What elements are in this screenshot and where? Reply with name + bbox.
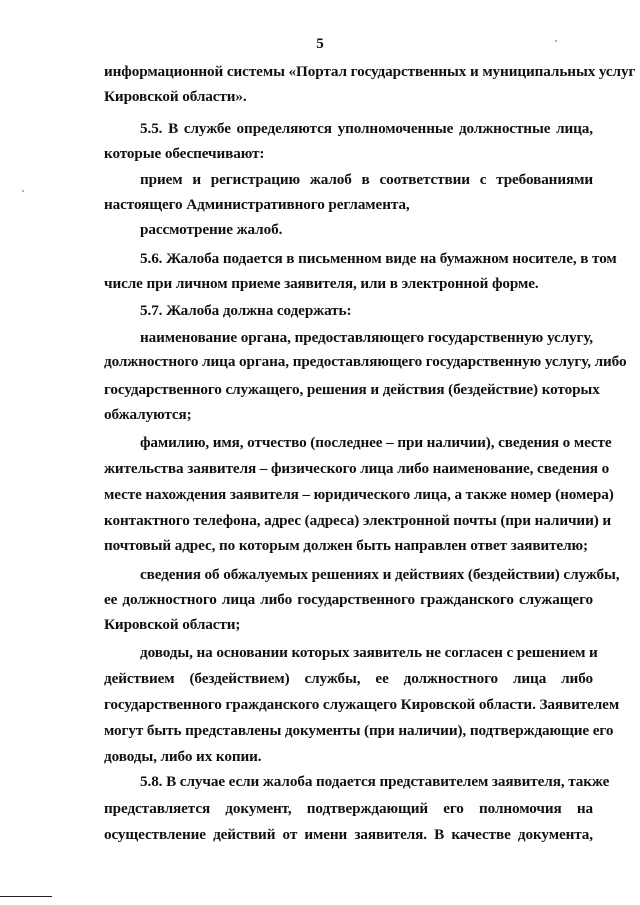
text-line: месте нахождения заявителя – юридического лица, а также номер (номера) <box>104 486 614 503</box>
text-line: могут быть представлены документы (при наличии), подтверждающие его <box>104 722 614 739</box>
text-line: доводы, на основании которых заявитель не согласен с решением и <box>140 644 598 661</box>
text-line: сведения об обжалуемых решениях и действиях (бездействии) службы, <box>140 566 620 583</box>
text-line: государственного гражданского служащего Кировской области. Заявителем <box>104 696 620 713</box>
text-line: должностного лица органа, предоставляющего государственную услугу, либо <box>104 353 627 370</box>
text-line: почтовый адрес, по которым должен быть направлен ответ заявителю; <box>104 537 588 554</box>
text-line: наименование органа, предоставляющего государственную услугу, <box>140 329 593 346</box>
text-line: рассмотрение жалоб. <box>140 221 283 238</box>
text-line: прием и регистрацию жалоб в соответствии с требованиями <box>140 171 593 188</box>
text-line: осуществление действий от имени заявителя. В качестве документа, <box>104 826 593 843</box>
scan-speck <box>555 40 557 42</box>
text-line: Кировской области; <box>104 616 241 633</box>
page-number: 5 <box>316 36 324 52</box>
text-line: числе при личном приеме заявителя, или в электронной форме. <box>104 275 539 292</box>
text-line: ее должностного лица либо государственного гражданского служащего <box>104 591 593 608</box>
text-line: 5.8. В случае если жалоба подается представителем заявителя, также <box>140 773 610 790</box>
text-line: жительства заявителя – физического лица либо наименование, сведения о <box>104 460 610 477</box>
text-line: государственного служащего, решения и действия (бездействие) которых <box>104 381 600 398</box>
text-line: фамилию, имя, отчество (последнее – при наличии), сведения о месте <box>140 434 612 451</box>
text-line: Кировской области». <box>104 88 247 105</box>
text-line: контактного телефона, адрес (адреса) электронной почты (при наличии) и <box>104 512 612 529</box>
text-line: настоящего Административного регламента, <box>104 196 410 213</box>
text-line: представляется документ, подтверждающий его полномочия на <box>104 800 593 817</box>
text-line: информационной системы «Портал государственных и муниципальных услуг <box>104 63 636 80</box>
scan-speck <box>22 190 24 192</box>
text-line: обжалуются; <box>104 406 192 423</box>
text-line: действием (бездействием) службы, ее должностного лица либо <box>104 670 593 687</box>
text-line: 5.7. Жалоба должна содержать: <box>140 302 352 319</box>
footnote-rule <box>0 896 52 897</box>
text-line: 5.6. Жалоба подается в письменном виде на бумажном носителе, в том <box>140 250 617 267</box>
text-line: доводы, либо их копии. <box>104 748 262 765</box>
text-line: 5.5. В службе определяются уполномоченные должностные лица, <box>140 120 593 137</box>
text-line: которые обеспечивают: <box>104 145 265 162</box>
